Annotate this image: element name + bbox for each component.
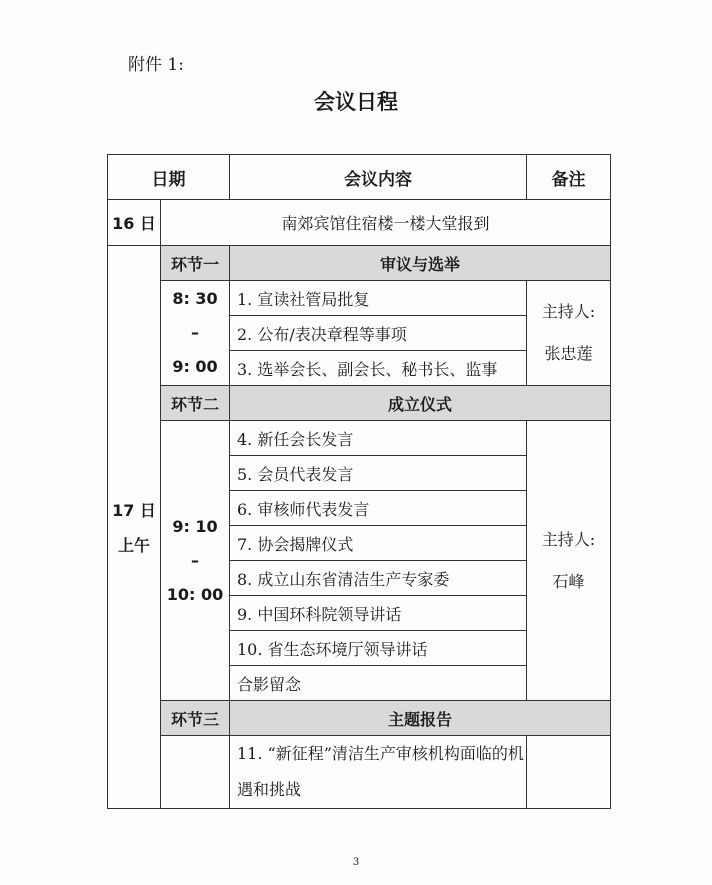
session2-host	[527, 421, 611, 701]
session3-header-row	[108, 701, 611, 736]
session2-item-1: 4. 新任会长发言	[230, 421, 527, 456]
session1-time-end: 9: 00	[172, 357, 218, 376]
session2-time-end: 10: 00	[166, 584, 224, 604]
page-title: 会议日程	[314, 90, 398, 114]
session2-row-1	[108, 421, 611, 456]
day17-date	[108, 246, 161, 809]
day17-date-line2: 上午	[117, 536, 150, 555]
session3-label: 环节三	[161, 701, 230, 736]
attachment-label: 附件 1:	[128, 55, 184, 75]
schedule-table	[107, 154, 611, 809]
session1-item-1: 1. 宣读社管局批复	[230, 281, 527, 316]
session1-host	[527, 281, 611, 386]
page-number: 3	[352, 857, 360, 868]
session2-item-6: 9. 中国环科院领导讲话	[230, 596, 527, 631]
session2-time-start: 9: 10	[172, 516, 218, 536]
session2-item-3: 6. 审核师代表发言	[230, 491, 527, 526]
session2-host-label: 主持人:	[541, 529, 596, 549]
session1-time-start: 8: 30	[172, 289, 218, 308]
session2-item-2: 5. 会员代表发言	[230, 456, 527, 491]
session1-label: 环节一	[161, 246, 230, 281]
session3-row-1	[108, 736, 611, 809]
day16-date: 16 日	[108, 200, 161, 246]
session1-time	[161, 281, 230, 386]
header-content: 会议内容	[230, 155, 527, 200]
session1-time-dash: –	[191, 323, 199, 342]
header-row	[108, 155, 611, 200]
header-note: 备注	[527, 155, 611, 200]
session1-host-label: 主持人:	[541, 302, 596, 321]
session2-header-row	[108, 386, 611, 421]
day16-row	[108, 200, 611, 246]
session3-title: 主题报告	[230, 701, 611, 736]
session2-title: 成立仪式	[230, 386, 611, 421]
day16-content: 南郊宾馆住宿楼一楼大堂报到	[161, 200, 611, 246]
session3-item-1: 11. “新征程”清洁生产审核机构面临的机遇和挑战	[230, 736, 527, 809]
session1-header-row	[108, 246, 611, 281]
session1-item-2: 2. 公布/表决章程等事项	[230, 316, 527, 351]
session1-title: 审议与选举	[230, 246, 611, 281]
session3-time	[161, 736, 230, 809]
session2-item-7: 10. 省生态环境厅领导讲话	[230, 631, 527, 666]
session3-host	[527, 736, 611, 809]
day17-date-line1: 17 日	[112, 501, 156, 520]
session1-host-name: 张忠莲	[544, 344, 593, 363]
header-date: 日期	[108, 155, 230, 200]
session2-time	[161, 421, 230, 701]
session1-item-3: 3. 选举会长、副会长、秘书长、监事	[230, 351, 527, 386]
session2-time-dash: –	[191, 550, 199, 570]
session1-row-1	[108, 281, 611, 316]
session2-host-name: 石峰	[552, 571, 585, 591]
session2-item-4: 7. 协会揭牌仪式	[230, 526, 527, 561]
session2-item-8: 合影留念	[230, 666, 527, 701]
session2-item-5: 8. 成立山东省清洁生产专家委	[230, 561, 527, 596]
session2-label: 环节二	[161, 386, 230, 421]
